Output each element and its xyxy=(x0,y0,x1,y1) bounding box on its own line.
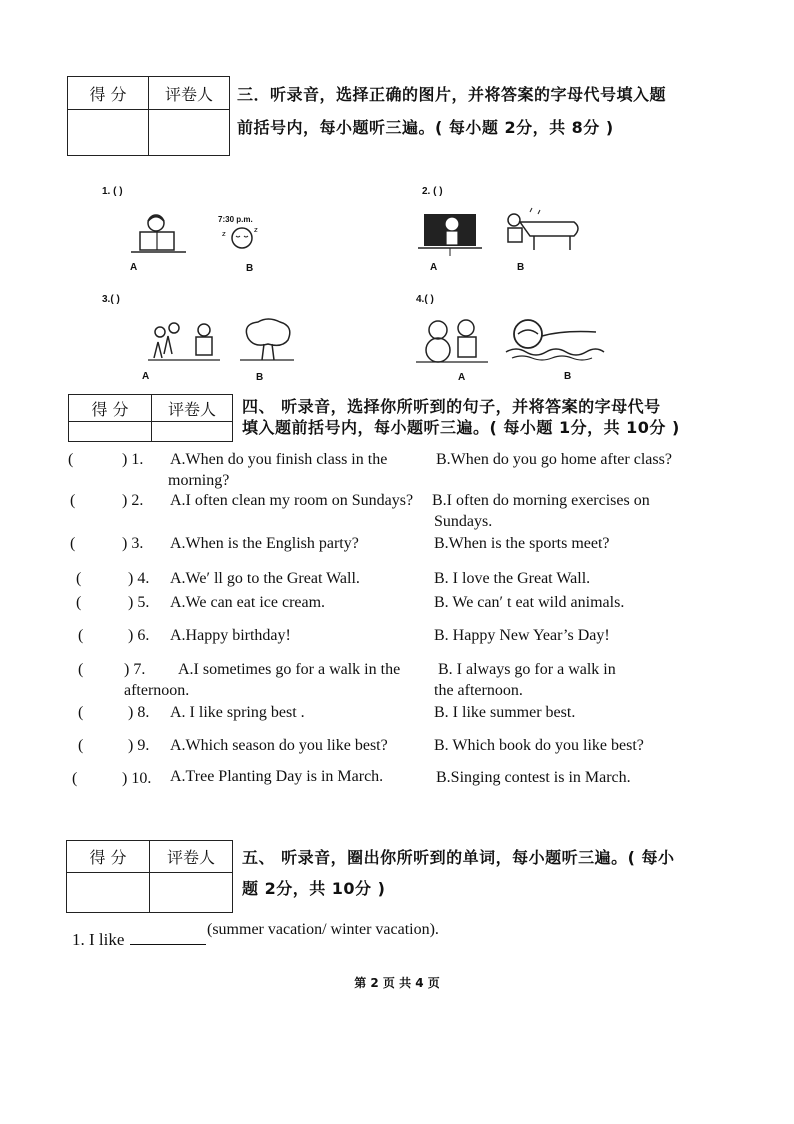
option-a: A.I often clean my room on Sundays? xyxy=(170,492,414,509)
score-field[interactable] xyxy=(69,422,152,442)
swimming-picture[interactable] xyxy=(504,318,606,362)
option-b: B. I love the Great Wall. xyxy=(434,570,591,587)
question-number: ) 5. xyxy=(128,594,150,611)
option-a: A.Which season do you like best? xyxy=(170,737,388,754)
grader-label: 评卷人 xyxy=(150,841,233,873)
option-b-continued: the afternoon. xyxy=(434,682,523,699)
piano-player-picture[interactable] xyxy=(500,208,582,254)
grader-field[interactable] xyxy=(150,873,233,913)
option-b: B. Happy New Year’s Day! xyxy=(434,627,610,644)
score-field[interactable] xyxy=(68,110,149,156)
question-number: ) 8. xyxy=(128,704,150,721)
option-a: A.Happy birthday! xyxy=(170,627,291,644)
teacher-blackboard-picture[interactable] xyxy=(418,210,482,258)
option-b: B.When is the sports meet? xyxy=(434,535,610,552)
question-number: ) 9. xyxy=(128,737,150,754)
section3-title-line1: 三．听录音，选择正确的图片，并将答案的字母代号填入题 xyxy=(237,85,667,104)
score-box-section5 xyxy=(66,840,233,913)
option-b: B.When do you go home after class? xyxy=(436,451,672,468)
option-b: B. We can′ t eat wild animals. xyxy=(434,594,625,611)
option-b: B.Singing contest is in March. xyxy=(436,769,631,786)
planting-trees-picture[interactable] xyxy=(148,318,220,364)
section3-title-line2: 前括号内，每小题听三遍。( 每小题 2分，共 8分 ) xyxy=(237,118,614,137)
question-number: ) 6. xyxy=(128,627,150,644)
reading-boy-picture[interactable] xyxy=(128,212,190,256)
grader-label: 评卷人 xyxy=(149,77,230,110)
grader-label: 评卷人 xyxy=(152,395,233,422)
answer-bracket[interactable]: ( xyxy=(78,627,84,644)
option-b: B. I like summer best. xyxy=(434,704,576,721)
item2-label-b: B xyxy=(517,262,525,273)
picture-item-3-number: 3.( ) xyxy=(102,294,120,305)
option-b: B. Which book do you like best? xyxy=(434,737,644,754)
question-prefix: 1. I like xyxy=(72,930,125,949)
picture-item-1-number: 1. ( ) xyxy=(102,186,123,197)
answer-bracket[interactable]: ( xyxy=(70,535,76,552)
option-b: B.I often do morning exercises on xyxy=(432,492,650,509)
score-label: 得 分 xyxy=(67,841,150,873)
grader-field[interactable] xyxy=(152,422,233,442)
section4-title xyxy=(242,396,680,438)
section5-title-line1: 五、 听录音，圈出你所听到的单词，每小题听三遍。( 每小 xyxy=(242,848,675,867)
sleeping-boy-picture[interactable] xyxy=(222,226,262,252)
item2-label-a: A xyxy=(430,262,438,273)
item1-label-b: B xyxy=(246,263,254,274)
item1-label-a: A xyxy=(130,262,138,273)
option-a: A.Tree Planting Day is in March. xyxy=(170,768,384,785)
answer-bracket[interactable]: ( xyxy=(70,492,76,509)
section5-title xyxy=(242,842,674,904)
section4-title-line2: 填入题前括号内，每小题听三遍。( 每小题 1分，共 10分 ) xyxy=(242,418,680,437)
option-a: A.When is the English party? xyxy=(170,535,359,552)
answer-bracket[interactable]: ( xyxy=(78,661,84,678)
option-a-continued: morning? xyxy=(168,472,230,489)
item3-label-a: A xyxy=(142,371,150,382)
score-label: 得 分 xyxy=(68,77,149,110)
question-number: ) 10. xyxy=(122,770,152,787)
question-number: ) 3. xyxy=(122,535,144,552)
picture-item-2-number: 2. ( ) xyxy=(422,186,443,197)
item4-label-b: B xyxy=(564,371,572,382)
option-b-continued: Sundays. xyxy=(434,513,493,530)
question-number: ) 1. xyxy=(122,451,144,468)
answer-bracket[interactable]: ( xyxy=(72,770,78,787)
word-options: (summer vacation/ winter vacation). xyxy=(207,921,439,938)
picture-item-4-number: 4.( ) xyxy=(416,294,434,305)
item4-label-a: A xyxy=(458,372,466,383)
section3-title xyxy=(237,78,666,144)
answer-bracket[interactable]: ( xyxy=(76,594,82,611)
score-box-section3 xyxy=(67,76,230,156)
answer-bracket[interactable]: ( xyxy=(78,737,84,754)
question-number: ) 2. xyxy=(122,492,144,509)
svg-text:z: z xyxy=(254,226,258,234)
page-footer: 第 2 页 共 4 页 xyxy=(354,976,440,990)
answer-bracket[interactable]: ( xyxy=(76,570,82,587)
tree-picture[interactable] xyxy=(238,316,296,364)
svg-text:z: z xyxy=(222,230,226,238)
option-b: B. I always go for a walk in xyxy=(438,661,616,678)
grader-field[interactable] xyxy=(149,110,230,156)
answer-blank[interactable] xyxy=(130,944,206,945)
snowman-kids-picture[interactable] xyxy=(416,316,488,366)
option-a: A.I sometimes go for a walk in the xyxy=(178,661,401,678)
score-field[interactable] xyxy=(67,873,150,913)
option-a: A.When do you finish class in the xyxy=(170,451,388,468)
question-number: ) 4. xyxy=(128,570,150,587)
option-a: A.We′ ll go to the Great Wall. xyxy=(170,570,360,587)
question-number: ) 7. xyxy=(124,661,146,678)
option-a: A. I like spring best . xyxy=(170,704,305,721)
item3-label-b: B xyxy=(256,372,264,383)
answer-bracket[interactable]: ( xyxy=(78,704,84,721)
section5-title-line2: 题 2分，共 10分 ) xyxy=(242,879,386,898)
score-box-section4 xyxy=(68,394,233,442)
clock-time-label: 7:30 p.m. xyxy=(218,215,253,224)
option-a: A.We can eat ice cream. xyxy=(170,594,326,611)
section4-title-line1: 四、 听录音，选择你所听到的句子，并将答案的字母代号 xyxy=(242,397,661,416)
option-a-continued: afternoon. xyxy=(124,682,190,699)
answer-bracket[interactable]: ( xyxy=(68,451,74,468)
score-label: 得 分 xyxy=(69,395,152,422)
